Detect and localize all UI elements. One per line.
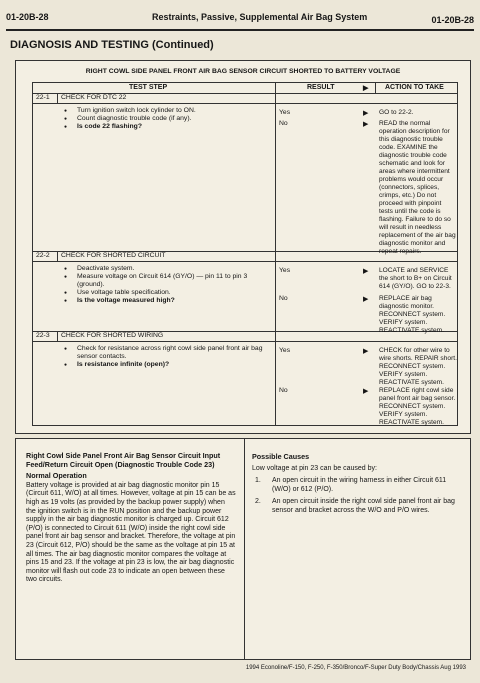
bullet: ● Turn ignition switch lock cylinder to ON. (61, 107, 271, 115)
action-text: CHECK for other wire to wire shorts. REPAIR short. RECONNECT system. VERIFY system. REACTIVATE system. (379, 347, 457, 386)
arrow-icon: ▶ (363, 268, 369, 275)
result-yes: Yes (279, 267, 291, 274)
description-box (15, 438, 471, 660)
step-bullets (61, 265, 271, 305)
causes-list (252, 477, 464, 515)
chapter-title: Restraints, Passive, Supplemental Air Bag System (152, 12, 368, 22)
arrow-icon: ▶ (363, 121, 369, 128)
step-num-divider (57, 251, 58, 261)
result-no: No (279, 295, 288, 302)
result-no: No (279, 120, 288, 127)
bullet-question: ● Is code 22 flashing? (61, 123, 271, 131)
step-name: CHECK FOR SHORTED WIRING (61, 332, 164, 339)
bullet: ● Measure voltage on Circuit 614 (GY/O) — pin 11 to pin 3 (ground). (61, 273, 271, 289)
normal-operation-body: Battery voltage is provided at air bag diagnostic monitor pin 15 (Circuit 611, W/O) at all times. However, voltage at pin 15 can be as high as 19 volts (as provided by the backup power supply) when the ignition switch is in the RUN position and the backup power supply in the air bag diagnostic monitor is charged up. Circuit 612 (P/O) is connected to Circuit 611 (W/O) inside the right cowl side panel front air bag sensor and bracket. Therefore, the voltage at pin 23 (Circuit 612, P/O) should be the same as the voltage at pin 15 at all times. The air bag diagnostic monitor compares the voltage at pins 15 and 23. If the voltage at pin 23 is low, the air bag diagnostic monitor will flash out code 23 to indicate an open between these two circuits. (26, 481, 236, 584)
col-test-step: TEST STEP (129, 84, 168, 91)
possible-causes-intro: Low voltage at pin 23 can be caused by: (252, 464, 377, 472)
dtc-heading: Right Cowl Side Panel Front Air Bag Sensor Circuit Input Feed/Return Circuit Open (Diagnostic Trouble Code 23) (26, 451, 221, 469)
step-num-divider (57, 93, 58, 103)
column-divider (375, 83, 376, 93)
column-divider (275, 83, 276, 426)
step-num-divider (57, 331, 58, 341)
result-yes: Yes (279, 347, 291, 354)
step-number: 22-3 (36, 332, 50, 339)
page-footer: 1994 Econoline/F-150, F-250, F-350/Bronco/F-Super Duty Body/Chassis Aug 1993 (245, 665, 466, 671)
step-number: 22-2 (36, 252, 50, 259)
cause-number: 2. (255, 498, 261, 506)
arrow-icon: ▶ (363, 388, 369, 395)
test-table (32, 82, 458, 426)
row-divider (33, 341, 457, 342)
normal-operation-column (26, 452, 236, 585)
normal-operation-heading: Normal Operation (26, 471, 87, 481)
possible-causes-column (252, 453, 464, 520)
arrow-icon: ▶ (363, 348, 369, 355)
table-header-row (33, 83, 457, 94)
bullet-question: ● Is the voltage measured high? (61, 297, 271, 305)
page-number-right: 01-20B-28 (431, 15, 474, 25)
action-text: LOCATE and SERVICE the short to B+ on Circuit 614 (GY/O). GO to 22-3. (379, 267, 452, 290)
step-bullets (61, 345, 271, 369)
header-arrow: ▶ (363, 85, 369, 92)
cause-item (252, 477, 464, 494)
cause-number: 1. (255, 477, 261, 485)
step-bullets (61, 107, 271, 131)
action-text: GO to 22-2. (379, 109, 414, 116)
page-header (6, 12, 474, 26)
step-name: CHECK FOR SHORTED CIRCUIT (61, 252, 166, 259)
bullet: ● Use voltage table specification. (61, 289, 271, 297)
result-yes: Yes (279, 109, 291, 116)
action-text: READ the normal operation description for this diagnostic trouble code. EXAMINE the diagnostic trouble code schematic and look for areas where intermittent problems would occur (connectors, splices, crimps, etc.) Do not proceed with pinpoint tests until the code is flashing. Failure to do so will result in needless replacement of the air bag diagnostic monitor and repeat repairs. (379, 120, 456, 255)
arrow-icon: ▶ (363, 110, 369, 117)
test-box (15, 60, 471, 434)
arrow-icon: ▶ (363, 296, 369, 303)
cause-item (252, 498, 464, 515)
cause-text: An open circuit in the wiring harness in either Circuit 611 (W/O) or 612 (P/O). (272, 477, 447, 493)
section-title: DIAGNOSIS AND TESTING (Continued) (10, 39, 214, 51)
bullet: ● Deactivate system. (61, 265, 271, 273)
row-divider (33, 103, 457, 104)
bullet: ● Check for resistance across right cowl side panel front air bag sensor contacts. (61, 345, 271, 361)
step-number: 22-1 (36, 94, 50, 101)
col-action: ACTION TO TAKE (385, 84, 444, 91)
header-rule (6, 29, 474, 31)
action-text: REPLACE right cowl side panel front air bag sensor. RECONNECT system. VERIFY system. REACTIVATE system. (379, 387, 456, 426)
column-divider (244, 439, 245, 659)
page-number-left: 01-20B-28 (6, 12, 49, 22)
row-divider (33, 261, 457, 262)
col-result: RESULT (307, 84, 335, 91)
action-text: REPLACE air bag diagnostic monitor. RECONNECT system. VERIFY system. REACTIVATE system. (379, 295, 446, 334)
cause-text: An open circuit inside the right cowl side panel front air bag sensor and bracket across the W/O and P/O wires. (272, 498, 455, 514)
step-name: CHECK FOR DTC 22 (61, 94, 127, 101)
bullet-question: ● Is resistance infinite (open)? (61, 361, 271, 369)
possible-causes-heading: Possible Causes (252, 452, 310, 461)
table-title: RIGHT COWL SIDE PANEL FRONT AIR BAG SENSOR CIRCUIT SHORTED TO BATTERY VOLTAGE (85, 68, 401, 75)
result-no: No (279, 387, 288, 394)
bullet: ● Count diagnostic trouble code (if any). (61, 115, 271, 123)
